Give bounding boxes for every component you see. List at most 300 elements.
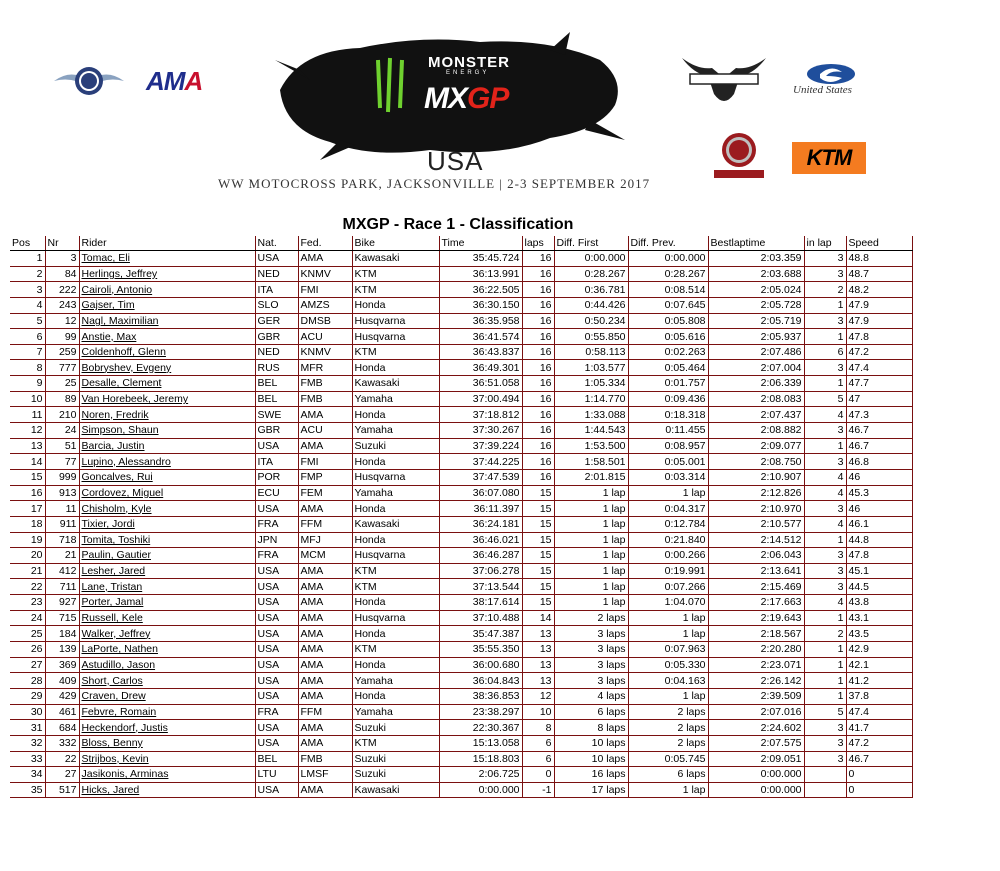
- cell-nat: FRA: [255, 704, 298, 720]
- cell-diff-first: 0:28.267: [554, 266, 628, 282]
- cell-diff-prev: 0:28.267: [628, 266, 708, 282]
- cell-bestlaptime: 2:08.750: [708, 454, 804, 470]
- cell-bike: KTM: [352, 266, 439, 282]
- cell-pos: 9: [10, 376, 45, 392]
- cell-speed: 48.2: [846, 282, 912, 298]
- cell-laps: 0: [522, 767, 554, 783]
- cell-fed: KNMV: [298, 266, 352, 282]
- cell-bestlaptime: 2:08.083: [708, 391, 804, 407]
- cell-pos: 24: [10, 610, 45, 626]
- cell-nr: 409: [45, 673, 79, 689]
- cell-laps: 16: [522, 329, 554, 345]
- cell-diff-prev: 2 laps: [628, 720, 708, 736]
- cell-laps: 16: [522, 266, 554, 282]
- cell-nr: 461: [45, 704, 79, 720]
- cell-fed: AMA: [298, 673, 352, 689]
- cell-diff-first: 0:55.850: [554, 329, 628, 345]
- cell-nat: USA: [255, 563, 298, 579]
- cell-bike: Honda: [352, 595, 439, 611]
- cell-pos: 2: [10, 266, 45, 282]
- cell-bike: Honda: [352, 501, 439, 517]
- cell-bestlaptime: 2:05.728: [708, 297, 804, 313]
- cell-diff-prev: 0:05.464: [628, 360, 708, 376]
- table-row: [10, 423, 912, 439]
- ama-logo-text: AM: [146, 66, 185, 96]
- event-country: USA: [427, 146, 484, 176]
- table-row: [10, 532, 912, 548]
- cell-in-lap: 4: [804, 485, 846, 501]
- cell-nr: 412: [45, 563, 79, 579]
- cell-nat: USA: [255, 251, 298, 267]
- cell-laps: 15: [522, 516, 554, 532]
- table-row: [10, 751, 912, 767]
- cell-nat: BEL: [255, 751, 298, 767]
- cell-diff-prev: 2 laps: [628, 704, 708, 720]
- cell-laps: 16: [522, 391, 554, 407]
- cell-nat: USA: [255, 501, 298, 517]
- cell-speed: 46.1: [846, 516, 912, 532]
- cell-nat: NED: [255, 344, 298, 360]
- cell-fed: FFM: [298, 704, 352, 720]
- cell-laps: 16: [522, 297, 554, 313]
- cell-fed: FMB: [298, 391, 352, 407]
- cell-diff-first: 4 laps: [554, 688, 628, 704]
- cell-laps: 15: [522, 595, 554, 611]
- cell-in-lap: 4: [804, 595, 846, 611]
- cell-pos: 6: [10, 329, 45, 345]
- cell-nat: FRA: [255, 548, 298, 564]
- cell-rider: Cairoli, Antonio: [79, 282, 255, 298]
- cell-nr: 243: [45, 297, 79, 313]
- cell-nr: 139: [45, 642, 79, 658]
- cell-diff-prev: 0:07.645: [628, 297, 708, 313]
- cell-fed: AMA: [298, 501, 352, 517]
- cell-bike: KTM: [352, 563, 439, 579]
- cell-nat: SWE: [255, 407, 298, 423]
- cell-diff-first: 1 lap: [554, 595, 628, 611]
- table-row: [10, 329, 912, 345]
- cell-speed: 44.8: [846, 532, 912, 548]
- cell-nat: BEL: [255, 391, 298, 407]
- cell-diff-prev: 0:03.314: [628, 469, 708, 485]
- cell-laps: 15: [522, 563, 554, 579]
- cell-rider: Russell, Kele: [79, 610, 255, 626]
- cell-time: 37:39.224: [439, 438, 522, 454]
- cell-bestlaptime: 2:26.142: [708, 673, 804, 689]
- cell-in-lap: 1: [804, 657, 846, 673]
- cell-in-lap: 3: [804, 313, 846, 329]
- cell-rider: Heckendorf, Justis: [79, 720, 255, 736]
- cell-time: 37:18.812: [439, 407, 522, 423]
- column-header-diff-first: Diff. First: [554, 236, 628, 251]
- cell-fed: AMA: [298, 251, 352, 267]
- cell-nat: GBR: [255, 329, 298, 345]
- cell-nat: USA: [255, 735, 298, 751]
- cell-fed: AMA: [298, 720, 352, 736]
- cell-fed: AMA: [298, 782, 352, 798]
- table-row: [10, 313, 912, 329]
- cell-diff-prev: 0:01.757: [628, 376, 708, 392]
- cell-rider: Tixier, Jordi: [79, 516, 255, 532]
- cell-bike: Kawasaki: [352, 782, 439, 798]
- cell-fed: ACU: [298, 423, 352, 439]
- cell-in-lap: 3: [804, 563, 846, 579]
- cell-bestlaptime: 2:17.663: [708, 595, 804, 611]
- column-header-rider: Rider: [79, 236, 255, 251]
- cell-nr: 89: [45, 391, 79, 407]
- cell-fed: AMZS: [298, 297, 352, 313]
- cell-rider: Barcia, Justin: [79, 438, 255, 454]
- cell-diff-prev: 1 lap: [628, 485, 708, 501]
- cell-bike: KTM: [352, 282, 439, 298]
- cell-time: 36:46.021: [439, 532, 522, 548]
- cell-diff-prev: 0:00.000: [628, 251, 708, 267]
- cell-fed: FEM: [298, 485, 352, 501]
- table-row: [10, 563, 912, 579]
- cell-diff-first: 1 lap: [554, 516, 628, 532]
- table-row: [10, 485, 912, 501]
- cell-bestlaptime: 2:10.907: [708, 469, 804, 485]
- cell-laps: 16: [522, 313, 554, 329]
- cell-in-lap: 1: [804, 329, 846, 345]
- cell-laps: 12: [522, 688, 554, 704]
- cell-rider: Febvre, Romain: [79, 704, 255, 720]
- cell-nr: 911: [45, 516, 79, 532]
- cell-nat: USA: [255, 579, 298, 595]
- cell-nr: 517: [45, 782, 79, 798]
- cell-nat: USA: [255, 626, 298, 642]
- cell-speed: 47.9: [846, 297, 912, 313]
- cell-speed: 47.2: [846, 344, 912, 360]
- cell-in-lap: 1: [804, 642, 846, 658]
- cell-diff-prev: 0:18.318: [628, 407, 708, 423]
- cell-bike: Yamaha: [352, 391, 439, 407]
- cell-pos: 5: [10, 313, 45, 329]
- table-body: [10, 251, 912, 798]
- cell-time: 36:30.150: [439, 297, 522, 313]
- cell-fed: AMA: [298, 610, 352, 626]
- cell-bike: Suzuki: [352, 767, 439, 783]
- cell-laps: 16: [522, 438, 554, 454]
- cell-bike: Kawasaki: [352, 516, 439, 532]
- cell-diff-prev: 0:08.957: [628, 438, 708, 454]
- cell-speed: 47.9: [846, 313, 912, 329]
- cell-rider: Herlings, Jeffrey: [79, 266, 255, 282]
- cell-bike: Honda: [352, 360, 439, 376]
- cell-nat: ECU: [255, 485, 298, 501]
- cell-pos: 26: [10, 642, 45, 658]
- cell-nat: USA: [255, 657, 298, 673]
- cell-rider: Paulin, Gautier: [79, 548, 255, 564]
- column-header-pos: Pos: [10, 236, 45, 251]
- cell-rider: Cordovez, Miguel: [79, 485, 255, 501]
- cell-bike: Suzuki: [352, 438, 439, 454]
- cell-in-lap: 3: [804, 735, 846, 751]
- cell-rider: Bobryshev, Evgeny: [79, 360, 255, 376]
- cell-fed: AMA: [298, 657, 352, 673]
- cell-in-lap: 5: [804, 704, 846, 720]
- cell-pos: 7: [10, 344, 45, 360]
- cell-rider: Strijbos, Kevin: [79, 751, 255, 767]
- cell-bike: KTM: [352, 579, 439, 595]
- cell-bike: Yamaha: [352, 673, 439, 689]
- cell-diff-prev: 0:05.745: [628, 751, 708, 767]
- table-row: [10, 251, 912, 267]
- cell-nat: GBR: [255, 423, 298, 439]
- cell-bestlaptime: 2:23.071: [708, 657, 804, 673]
- cell-time: 36:51.058: [439, 376, 522, 392]
- cell-diff-prev: 0:07.266: [628, 579, 708, 595]
- cell-rider: Desalle, Clement: [79, 376, 255, 392]
- cell-bestlaptime: 2:09.051: [708, 751, 804, 767]
- cell-pos: 15: [10, 469, 45, 485]
- cell-speed: 0: [846, 782, 912, 798]
- cell-bestlaptime: 2:06.339: [708, 376, 804, 392]
- cell-diff-first: 17 laps: [554, 782, 628, 798]
- cell-pos: 21: [10, 563, 45, 579]
- table-row: [10, 360, 912, 376]
- cell-rider: Bloss, Benny: [79, 735, 255, 751]
- cell-pos: 28: [10, 673, 45, 689]
- cell-rider: Nagl, Maximilian: [79, 313, 255, 329]
- cell-nr: 429: [45, 688, 79, 704]
- cell-bike: Suzuki: [352, 720, 439, 736]
- cell-time: 37:10.488: [439, 610, 522, 626]
- cell-laps: 13: [522, 642, 554, 658]
- cell-nat: BEL: [255, 376, 298, 392]
- cell-nr: 21: [45, 548, 79, 564]
- cell-diff-prev: 2 laps: [628, 735, 708, 751]
- cell-pos: 10: [10, 391, 45, 407]
- cell-speed: 43.5: [846, 626, 912, 642]
- cell-nat: JPN: [255, 532, 298, 548]
- cell-diff-first: 1:44.543: [554, 423, 628, 439]
- table-row: [10, 407, 912, 423]
- cell-nat: USA: [255, 688, 298, 704]
- cell-nat: POR: [255, 469, 298, 485]
- cell-rider: Lupino, Alessandro: [79, 454, 255, 470]
- ussm-logo-text: United States: [793, 84, 852, 96]
- cell-diff-prev: 1 lap: [628, 610, 708, 626]
- cell-pos: 8: [10, 360, 45, 376]
- cell-laps: 16: [522, 469, 554, 485]
- cell-nr: 27: [45, 767, 79, 783]
- cell-time: 37:30.267: [439, 423, 522, 439]
- cell-nat: USA: [255, 720, 298, 736]
- cell-pos: 11: [10, 407, 45, 423]
- table-row: [10, 767, 912, 783]
- cell-time: 22:30.367: [439, 720, 522, 736]
- cell-bestlaptime: 0:00.000: [708, 782, 804, 798]
- table-row: [10, 516, 912, 532]
- cell-laps: 15: [522, 548, 554, 564]
- cell-time: 37:44.225: [439, 454, 522, 470]
- energy-logo-text: ENERGY: [446, 70, 490, 76]
- cell-pos: 12: [10, 423, 45, 439]
- cell-nr: 84: [45, 266, 79, 282]
- cell-speed: 42.1: [846, 657, 912, 673]
- cell-nr: 11: [45, 501, 79, 517]
- cell-diff-first: 8 laps: [554, 720, 628, 736]
- cell-speed: 47.4: [846, 360, 912, 376]
- cell-speed: 0: [846, 767, 912, 783]
- cell-diff-prev: 6 laps: [628, 767, 708, 783]
- table-row: [10, 391, 912, 407]
- cell-in-lap: [804, 782, 846, 798]
- cell-rider: Walker, Jeffrey: [79, 626, 255, 642]
- cell-laps: 16: [522, 282, 554, 298]
- cell-diff-prev: 0:19.991: [628, 563, 708, 579]
- cell-diff-first: 1 lap: [554, 532, 628, 548]
- cell-diff-prev: 1 lap: [628, 688, 708, 704]
- cell-fed: AMA: [298, 563, 352, 579]
- cell-rider: Short, Carlos: [79, 673, 255, 689]
- cell-nr: 332: [45, 735, 79, 751]
- cell-bike: Honda: [352, 688, 439, 704]
- column-header-nat: Nat.: [255, 236, 298, 251]
- cell-laps: 16: [522, 344, 554, 360]
- cell-time: 23:38.297: [439, 704, 522, 720]
- cell-time: 35:55.350: [439, 642, 522, 658]
- cell-rider: Lane, Tristan: [79, 579, 255, 595]
- cell-speed: 41.2: [846, 673, 912, 689]
- cell-time: 37:00.494: [439, 391, 522, 407]
- cell-time: 38:17.614: [439, 595, 522, 611]
- cell-diff-prev: 0:05.001: [628, 454, 708, 470]
- cell-bike: Yamaha: [352, 704, 439, 720]
- cell-laps: 13: [522, 673, 554, 689]
- cell-pos: 3: [10, 282, 45, 298]
- cell-time: 36:46.287: [439, 548, 522, 564]
- cell-nat: ITA: [255, 282, 298, 298]
- cell-nr: 913: [45, 485, 79, 501]
- cell-bestlaptime: 2:08.882: [708, 423, 804, 439]
- cell-rider: Astudillo, Jason: [79, 657, 255, 673]
- cell-speed: 47.4: [846, 704, 912, 720]
- cell-nr: 259: [45, 344, 79, 360]
- cell-diff-first: 3 laps: [554, 642, 628, 658]
- cell-nat: LTU: [255, 767, 298, 783]
- cell-in-lap: 3: [804, 548, 846, 564]
- column-header-speed: Speed: [846, 236, 912, 251]
- cell-laps: 16: [522, 407, 554, 423]
- cell-nat: USA: [255, 673, 298, 689]
- cell-speed: 47.3: [846, 407, 912, 423]
- ktm-logo: KTM: [792, 142, 866, 174]
- cell-rider: Gajser, Tim: [79, 297, 255, 313]
- cell-nr: 369: [45, 657, 79, 673]
- table-row: [10, 610, 912, 626]
- cell-diff-first: 1 lap: [554, 579, 628, 595]
- cell-fed: FMB: [298, 751, 352, 767]
- cell-in-lap: 1: [804, 688, 846, 704]
- cell-diff-prev: 0:04.163: [628, 673, 708, 689]
- cell-speed: 46.7: [846, 438, 912, 454]
- cell-diff-first: 10 laps: [554, 751, 628, 767]
- fiat-logo: [710, 130, 768, 182]
- cell-bestlaptime: 2:10.970: [708, 501, 804, 517]
- cell-nat: RUS: [255, 360, 298, 376]
- ussm-logo: [790, 62, 872, 104]
- cell-in-lap: 4: [804, 469, 846, 485]
- cell-diff-prev: 0:09.436: [628, 391, 708, 407]
- cell-fed: AMA: [298, 642, 352, 658]
- cell-pos: 1: [10, 251, 45, 267]
- cell-fed: FFM: [298, 516, 352, 532]
- cell-time: 35:47.387: [439, 626, 522, 642]
- cell-pos: 25: [10, 626, 45, 642]
- cell-nr: 715: [45, 610, 79, 626]
- cell-pos: 17: [10, 501, 45, 517]
- cell-in-lap: 5: [804, 391, 846, 407]
- cell-nr: 711: [45, 579, 79, 595]
- cell-pos: 29: [10, 688, 45, 704]
- cell-in-lap: 3: [804, 251, 846, 267]
- cell-bestlaptime: 2:20.280: [708, 642, 804, 658]
- cell-diff-first: 1:53.500: [554, 438, 628, 454]
- mxgp-logo-text: [424, 82, 508, 116]
- table-header-row: [10, 236, 912, 251]
- cell-in-lap: 3: [804, 360, 846, 376]
- cell-in-lap: 3: [804, 266, 846, 282]
- cell-laps: 13: [522, 626, 554, 642]
- cell-laps: 10: [522, 704, 554, 720]
- cell-nr: 25: [45, 376, 79, 392]
- cell-diff-prev: 1:04.070: [628, 595, 708, 611]
- cell-fed: AMA: [298, 407, 352, 423]
- cell-diff-prev: 0:04.317: [628, 501, 708, 517]
- cell-in-lap: 3: [804, 454, 846, 470]
- cell-diff-prev: 1 lap: [628, 782, 708, 798]
- cell-fed: FMB: [298, 376, 352, 392]
- cell-laps: 8: [522, 720, 554, 736]
- cell-in-lap: 1: [804, 297, 846, 313]
- cell-fed: AMA: [298, 438, 352, 454]
- cell-bike: Husqvarna: [352, 313, 439, 329]
- cell-time: 36:35.958: [439, 313, 522, 329]
- cell-diff-first: 2 laps: [554, 610, 628, 626]
- table-row: [10, 704, 912, 720]
- cell-in-lap: 3: [804, 751, 846, 767]
- cell-bestlaptime: 2:39.509: [708, 688, 804, 704]
- cell-nr: 210: [45, 407, 79, 423]
- cell-nat: SLO: [255, 297, 298, 313]
- column-header-fed: Fed.: [298, 236, 352, 251]
- mxgp-logo-gp: GP: [467, 82, 509, 115]
- cell-fed: MFJ: [298, 532, 352, 548]
- cell-in-lap: 3: [804, 579, 846, 595]
- cell-speed: 47.8: [846, 548, 912, 564]
- cell-bike: Husqvarna: [352, 610, 439, 626]
- table-row: [10, 501, 912, 517]
- cell-bike: Kawasaki: [352, 251, 439, 267]
- cell-pos: 18: [10, 516, 45, 532]
- column-header-in-lap: in lap: [804, 236, 846, 251]
- cell-laps: 6: [522, 735, 554, 751]
- cell-rider: Jasikonis, Arminas: [79, 767, 255, 783]
- cell-in-lap: 1: [804, 438, 846, 454]
- cell-laps: 16: [522, 454, 554, 470]
- column-header-nr: Nr: [45, 236, 79, 251]
- cell-bike: Kawasaki: [352, 376, 439, 392]
- cell-bike: Honda: [352, 626, 439, 642]
- cell-diff-first: 1 lap: [554, 548, 628, 564]
- cell-bestlaptime: 2:05.719: [708, 313, 804, 329]
- table-row: [10, 438, 912, 454]
- cell-diff-prev: 0:00.266: [628, 548, 708, 564]
- cell-speed: 43.1: [846, 610, 912, 626]
- cell-nat: USA: [255, 642, 298, 658]
